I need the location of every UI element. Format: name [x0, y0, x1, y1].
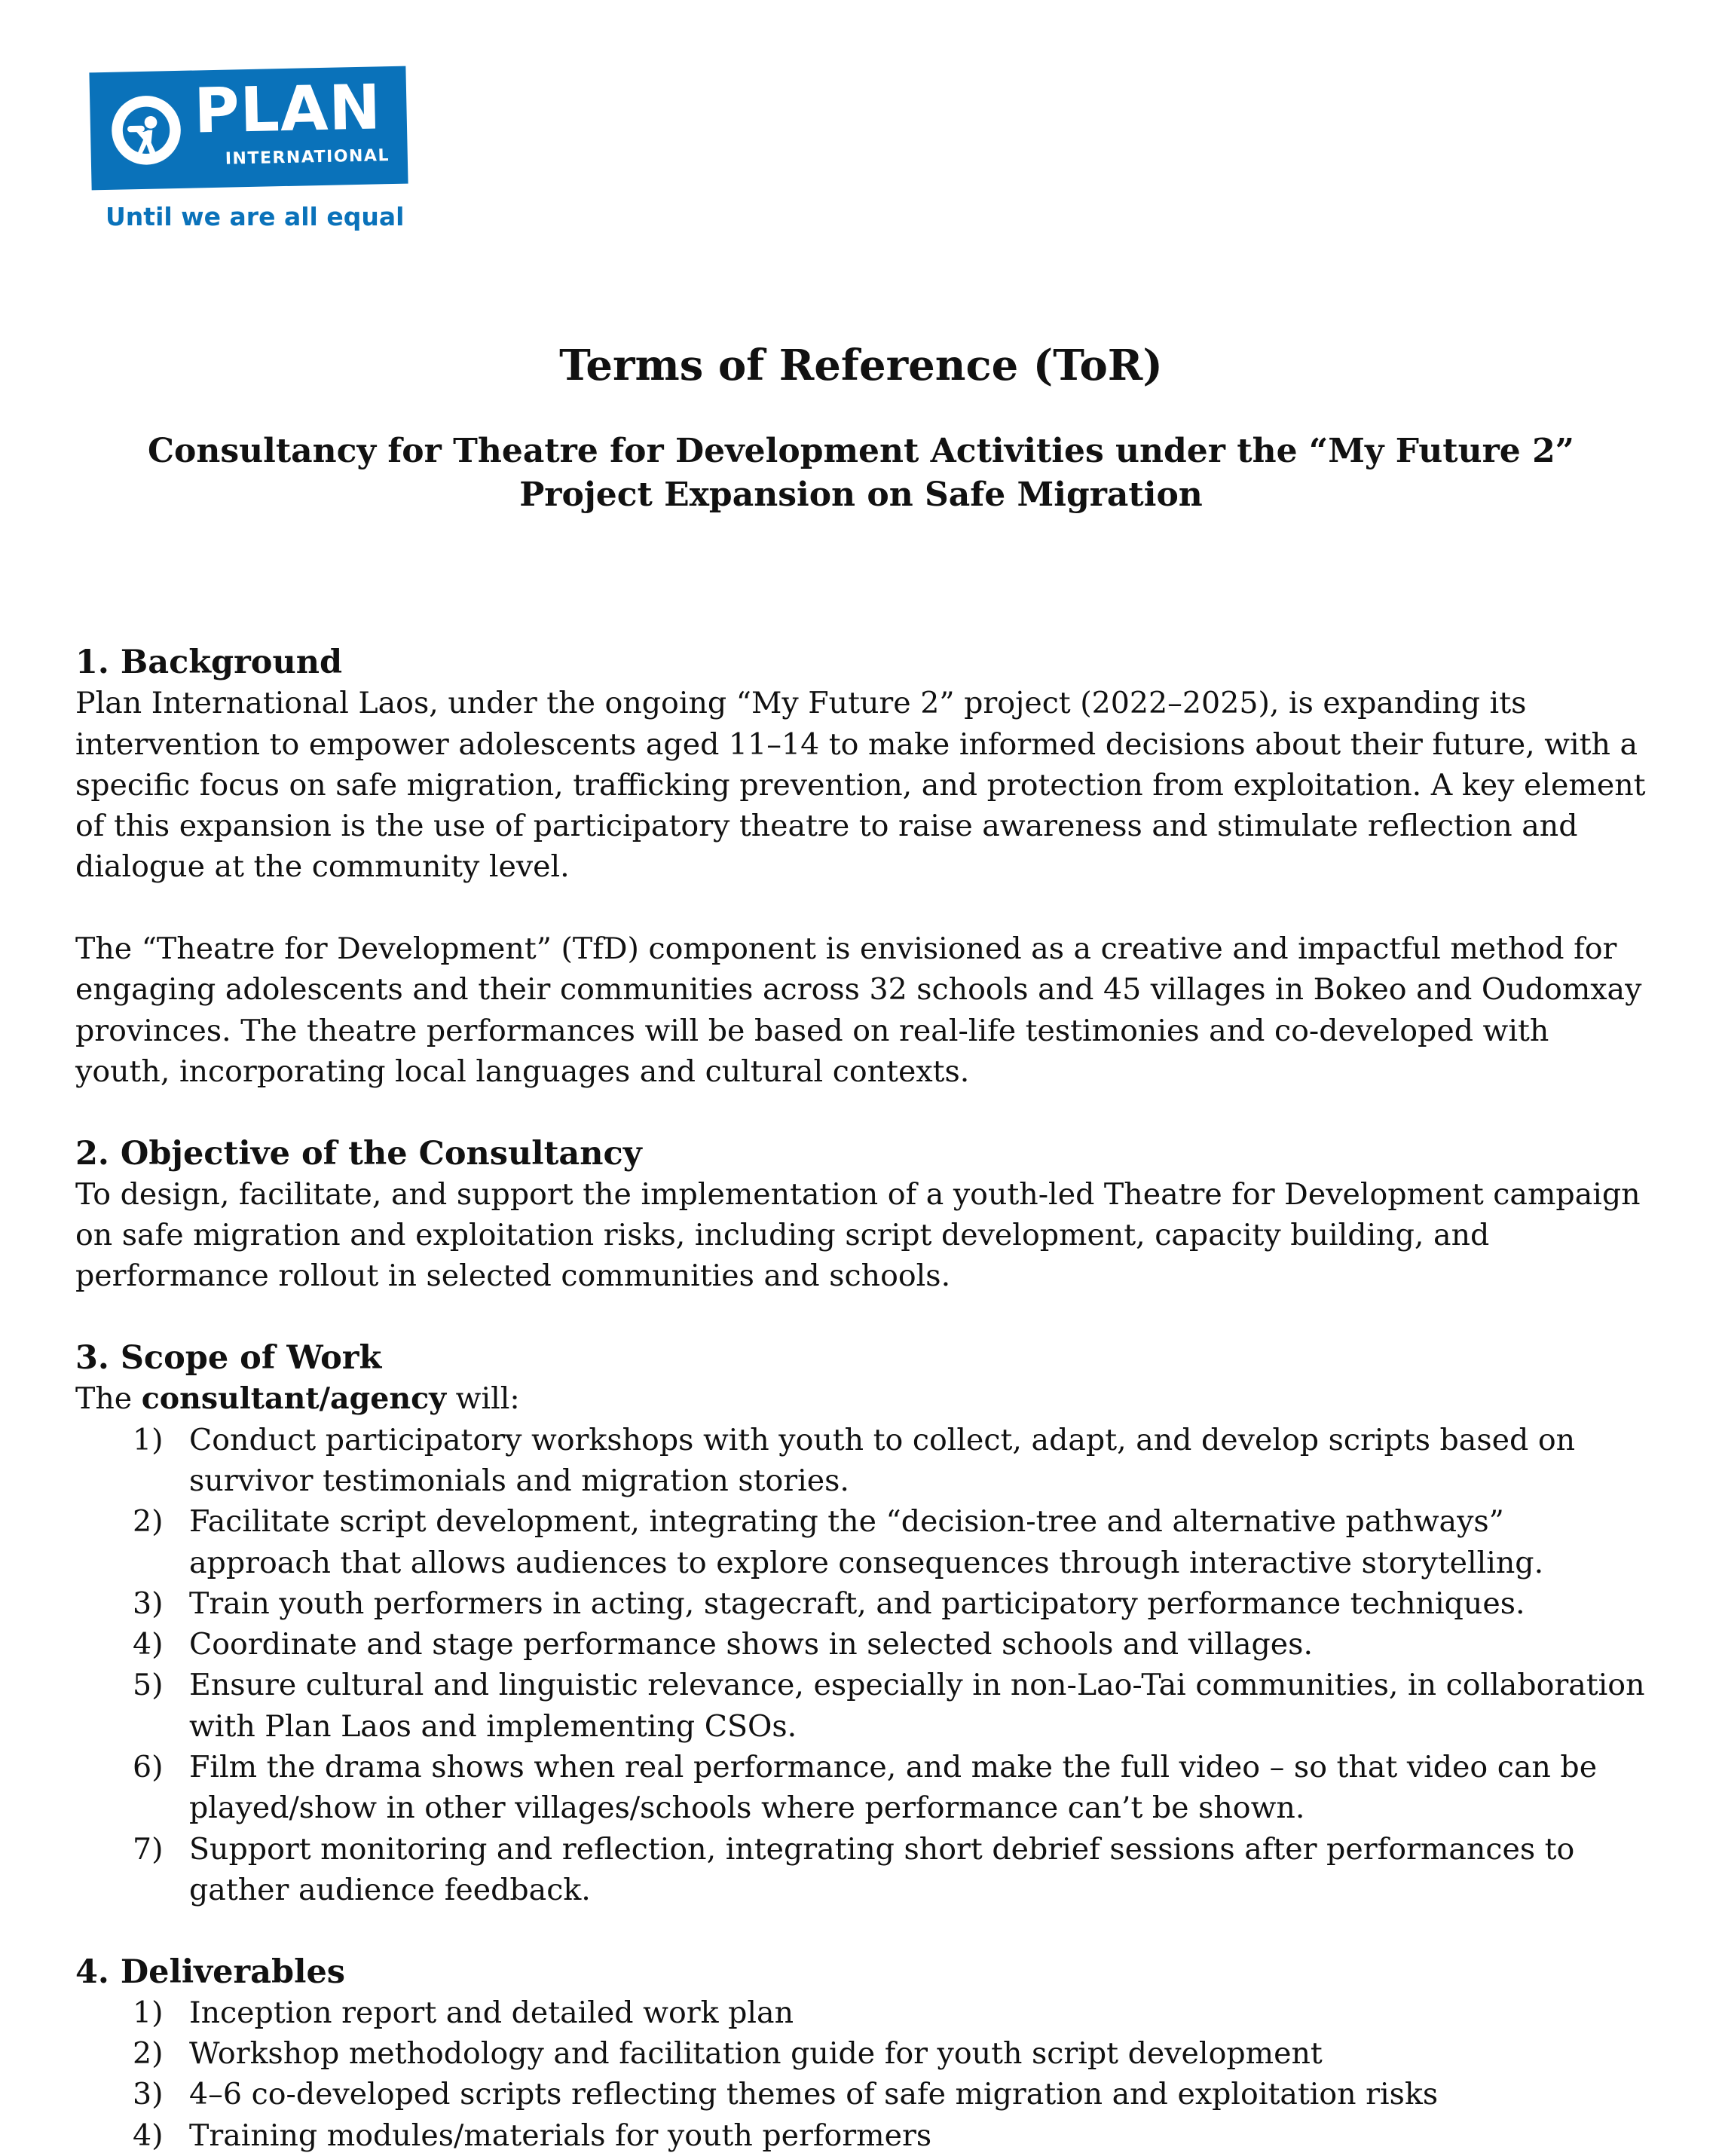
- scope-intro-bold: consultant/agency: [141, 1381, 447, 1417]
- logo-tagline: Until we are all equal: [106, 202, 405, 231]
- document-body: [75, 642, 1650, 2156]
- objective-paragraph: To design, facilitate, and support the implementation of a youth-led Theatre for Development campaign on safe migration and exploitation risks, including script development, capacity building, and performance rollout in selected communities and schools.: [75, 1176, 1641, 1294]
- list-item-text: Ensure cultural and linguistic relevance, especially in non-Lao-Tai communities, in collaboration with Plan Laos and implementing CSOs.: [189, 1668, 1645, 1744]
- list-item-number: 6): [133, 1750, 164, 1785]
- list-item: [75, 1501, 1650, 1583]
- list-item-text: Film the drama shows when real performance, and make the full video – so that video can be played/show in other villages/schools where performance can’t be shown.: [189, 1750, 1598, 1826]
- list-item-number: 3): [133, 2077, 164, 2112]
- scope-list: [75, 1420, 1650, 1911]
- list-item-number: 5): [133, 1668, 164, 1703]
- scope-intro-prefix: The: [75, 1381, 142, 1417]
- section-heading-objective: 2. Objective of the Consultancy: [75, 1134, 642, 1173]
- list-item-text: Coordinate and stage performance shows in selected schools and villages.: [189, 1627, 1314, 1662]
- list-item-number: 7): [133, 1831, 164, 1867]
- plan-international-logo: [89, 66, 408, 191]
- list-item-number: 4): [133, 1627, 164, 1662]
- list-item-number: 2): [133, 2036, 164, 2072]
- list-item: [75, 2074, 1650, 2115]
- list-item: [75, 1829, 1650, 1911]
- list-item-number: 2): [133, 1504, 164, 1540]
- plan-emblem-icon: [106, 90, 186, 170]
- list-item: [75, 1624, 1650, 1665]
- list-item-number: 4): [133, 2118, 164, 2153]
- document-title: Terms of Reference (ToR): [559, 341, 1163, 390]
- list-item: [75, 1583, 1650, 1624]
- list-item-text: Conduct participatory workshops with youth to collect, adapt, and develop scripts based on survivor testimonials and migration stories.: [189, 1422, 1576, 1498]
- list-item: [75, 1665, 1650, 1747]
- list-item: [75, 1747, 1650, 1829]
- list-item-number: 3): [133, 1586, 164, 1621]
- scope-intro: [75, 1378, 1650, 1419]
- list-item-text: Inception report and detailed work plan: [189, 1995, 794, 2030]
- list-item-number: 1): [133, 1422, 164, 1457]
- list-item-text: Workshop methodology and facilitation guide for youth script development: [189, 2036, 1323, 2072]
- list-item-text: Train youth performers in acting, stagecraft, and participatory performance techniques.: [189, 1586, 1525, 1621]
- document-subtitle: Consultancy for Theatre for Development Activities under the “My Future 2” Project Expansion on Safe Migration: [148, 432, 1574, 514]
- list-item-text: Facilitate script development, integrating the “decision-tree and alternative pathways” approach that allows audiences to explore consequences through interactive storytelling.: [189, 1504, 1544, 1580]
- logo-subtext: INTERNATIONAL: [225, 146, 390, 169]
- list-item-text: Support monitoring and reflection, integrating short debrief sessions after performances to gather audience feedback.: [189, 1831, 1575, 1907]
- background-paragraph-1: Plan International Laos, under the ongoing “My Future 2” project (2022–2025), is expanding its intervention to empower adolescents aged 11–14 to make informed decisions about their future, with a specific focus on safe migration, trafficking prevention, and protection from exploitation. A key element of this expansion is the use of participatory theatre to raise awareness and stimulate reflection and dialogue at the community level.: [75, 686, 1646, 885]
- section-heading-background: 1. Background: [75, 644, 343, 681]
- background-paragraph-2: The “Theatre for Development” (TfD) component is envisioned as a creative and impactful method for engaging adolescents and their communities across 32 schools and 45 villages in Bokeo and Oudomxay provinces. The theatre performances will be based on real-life testimonies and co-developed with youth, incorporating local languages and cultural contexts.: [75, 931, 1642, 1089]
- list-item-text: 4–6 co-developed scripts reflecting themes of safe migration and exploitation risks: [189, 2077, 1439, 2112]
- list-item-number: 1): [133, 1995, 164, 2030]
- section-heading-deliverables: 4. Deliverables: [75, 1953, 346, 1991]
- logo-wordmark: PLAN: [193, 72, 382, 148]
- list-item-text: Training modules/materials for youth performers: [189, 2118, 932, 2153]
- list-item: [75, 1420, 1650, 1502]
- scope-intro-suffix: will:: [446, 1381, 520, 1417]
- deliverables-list: [75, 1992, 1650, 2156]
- list-item: [75, 1992, 1650, 2033]
- list-item: [75, 2115, 1650, 2156]
- section-heading-scope: 3. Scope of Work: [75, 1339, 382, 1378]
- list-item: [75, 2033, 1650, 2074]
